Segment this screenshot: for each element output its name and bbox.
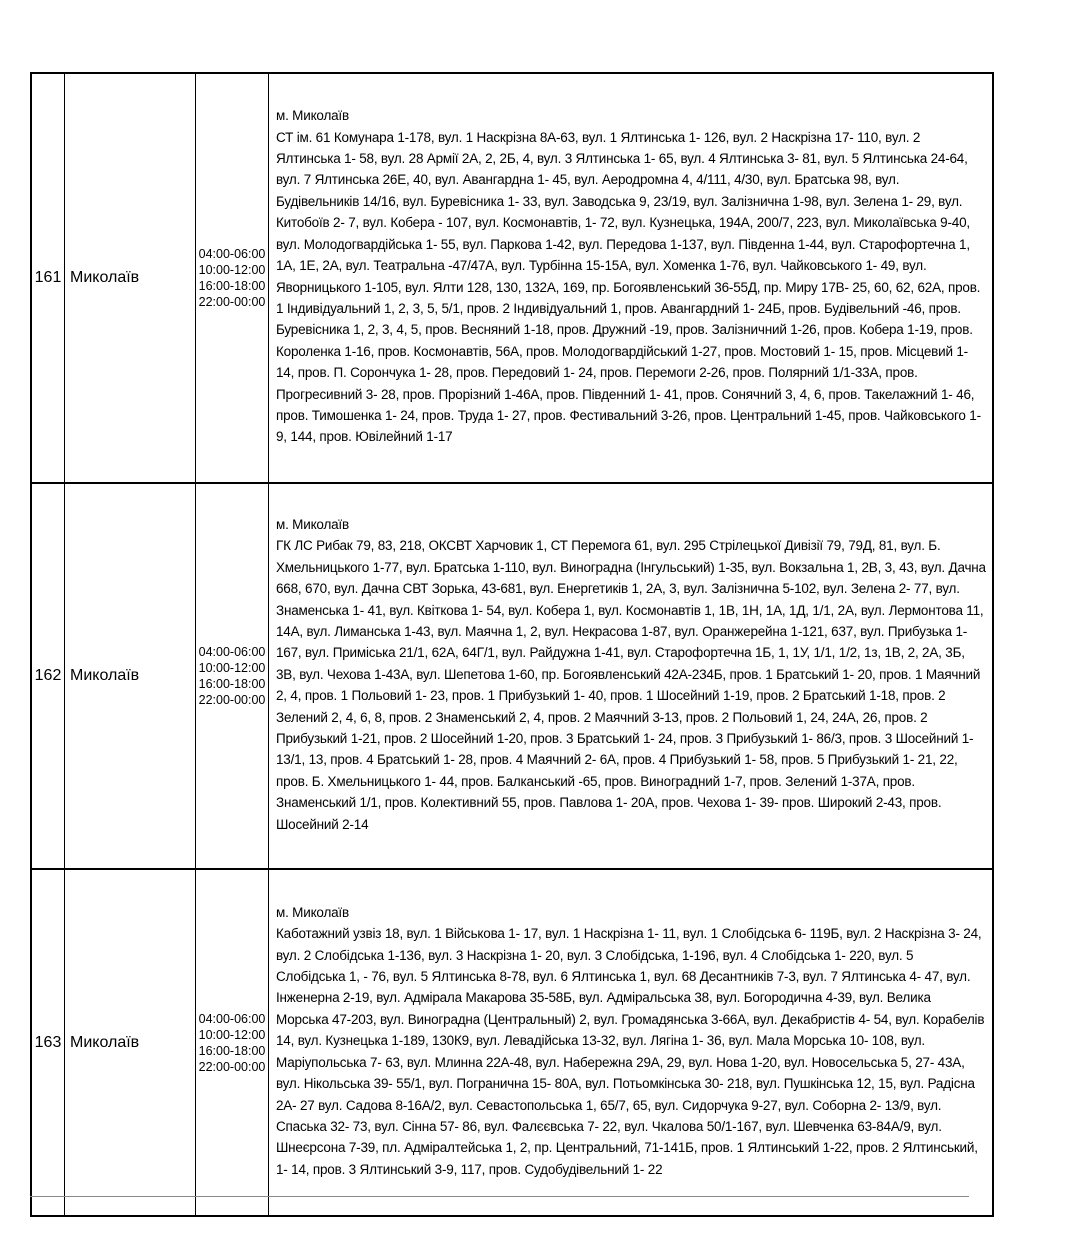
address-text: СТ ім. 61 Комунара 1-178, вул. 1 Наскрізна 8А-63, вул. 1 Ялтинська 1- 126, вул. 2 Наскрізна 17- 110, вул. 2 Ялтинська 1- 58, вул. 28 Армії 2А, 2, 2Б, 4, вул. 3 Ялтинська 1- 65, вул. 4 Ялтинська 3- 81, вул. 5 Ялтинська 24-64, вул. 7 Ялтинська 26Е, 40, вул. Авангардна 1- 45, вул. Аеродромна 4, 4/111, 4/30, вул. Братська 98, вул. Будівельників 14/16, вул. Буревісника 1- 33, вул. Заводська 9, 23/19, вул. Залізнична 1-98, вул. Зелена 1- 29, вул. Китобоїв 2- 7, вул. Кобера - 107, вул. Космонавтів, 1- 72, вул. Кузнецька, 194А, 200/7, 223, вул. Миколаївська 9-40, вул. Молодогвардійська 1- 55, вул. Паркова 1-42, вул. Передова 1-137, вул. Південна 1-44, вул. Старофортечна 1, 1А, 1Е, 2А, вул. Театральна -47/47А, вул. Турбінна 15-15А, вул. Хоменка 1-76, вул. Чайковського 1- 49, вул. Яворницького 1-105, вул. Ялти 128, 130, 132А, 169, пр. Богоявленський 36-55Д, пр. Миру 17В- 25, 60, 62, 62А, пров. 1 Індивідуальний 1, 2, 3, 5, 5/1, пров. 2 Індивідуальний 1, пров. Авангардний 1- 24Б, пров. Будівельний -46, пров. Буревісника 1, 2, 3, 4, 5, пров. Весняний 1-18, пров. Дружний -19, пров. Залізничний 1-26, пров. Кобера 1-19, пров. Короленка 1-16, пров. Космонавтів, 56А, пров. Молодогвардійський 1-27, пров. Мостовий 1- 15, пров. Місцевий 1-14, пров. П. Сорончука 1- 28, пров. Передовий 1- 24, пров. Перемоги 2-26, пров. Полярний 1/1-33А, пров. Прогресивний 3- 28, пров. Прорізний 1-46А, пров. Південний 1- 41, пров. Сонячний 3, 4, 6, пров. Такелажний 1- 46, пров. Тимошенка 1- 24, пров. Труда 1- 27, пров. Фестивальний 3-26, пров. Центральний 1-45, пров. Чайковського 1-9, 144, пров. Ювілейний 1-17	[276, 129, 981, 445]
schedule-body	[31, 73, 993, 1216]
row-number: 162	[31, 483, 65, 869]
time-slots-cell	[196, 73, 269, 483]
address-cell	[269, 483, 994, 869]
row-number: 163	[31, 869, 65, 1216]
city-header: м. Миколаїв	[276, 516, 349, 532]
region-name: Миколаїв	[65, 73, 196, 483]
time-slot: 22:00-00:00	[198, 693, 266, 707]
schedule-row-163	[31, 869, 993, 1216]
time-slot: 22:00-00:00	[198, 295, 266, 309]
address-text: Каботажний узвіз 18, вул. 1 Військова 1- 17, вул. 1 Наскрізна 1- 11, вул. 1 Слобідська 6- 119Б, вул. 2 Наскрізна 3- 24, вул. 2 Слобідська 1-136, вул. 3 Наскрізна 1- 20, вул. 3 Слобідська, 1-196, вул. 4 Слобідська 1- 220, вул. 5 Слобідська 1, - 76, вул. 5 Ялтинська 8-78, вул. 6 Ялтинська 1, вул. 68 Десантників 7-3, вул. 7 Ялтинська 4- 47, вул. Інженерна 2-19, вул. Адмірала Макарова 35-58Б, вул. Адміральська 38, вул. Богородична 4-39, вул. Велика Морська 47-203, вул. Виноградна (Центральный) 2, вул. Громадянська 3-66А, вул. Декабристів 4- 54, вул. Корабелів 14, вул. Кузнецька 1-189, 130К9, вул. Левадійська 13-32, вул. Лягіна 1- 36, вул. Мала Морська 10- 108, вул. Маріупольська 7- 63, вул. Млинна 22А-48, вул. Набережна 29А, 29, вул. Нова 1-20, вул. Новосельська 5, 27- 43А, вул. Нікольська 39- 55/1, вул. Погранична 15- 80А, вул. Потьомкінська 30- 218, вул. Пушкінська 12, 15, вул. Радісна 2А- 27 вул. Садова 8-16А/2, вул. Севастопольська 1, 65/7, 65, вул. Сидорчука 9-27, вул. Соборна 2- 13/9, вул. Спаська 32- 73, вул. Сінна 57- 86, вул. Фалєєвська 7- 22, вул. Чкалова 50/1-167, вул. Шевченка 63-84А/9, вул. Шнеєрсона 7-39, пл. Адміралтейська 1, 2, пр. Центральний, 71-141Б, пров. 1 Ялтинський 1-22, пров. 2 Ялтинський, 1- 14, пров. 3 Ялтинський 3-9, 117, пров. Судобудівельний 1- 22	[276, 926, 985, 1177]
time-slot: 04:00-06:00	[198, 1011, 266, 1026]
city-header: м. Миколаїв	[276, 904, 349, 920]
region-name: Миколаїв	[65, 869, 196, 1216]
schedule-row-161	[31, 73, 993, 483]
time-slot: 04:00-06:00	[198, 247, 266, 261]
time-slot: 16:00-18:00	[198, 1043, 266, 1058]
time-slot: 10:00-12:00	[198, 1027, 266, 1042]
time-slots-cell	[196, 869, 269, 1216]
time-slot: 04:00-06:00	[198, 645, 266, 659]
outage-schedule-table	[30, 72, 994, 1217]
time-slot: 22:00-00:00	[198, 1059, 266, 1074]
address-cell	[269, 73, 994, 483]
address-text: ГК ЛС Рибак 79, 83, 218, ОКСВТ Харчовик 1, СТ Перемога 61, вул. 295 Стрілецької Дивізії 79, 79Д, 81, вул. Б. Хмельницького 1-77, вул. Братська 1-110, вул. Виноградна (Інгульський) 1-35, вул. Вокзальна 1, 2В, 3, 43, вул. Дачна 668, 670, вул. Дачна СВТ Зорька, 43-681, вул. Енергетиків 1, 2А, 3, вул. Залізнична 5-102, вул. Зелена 2- 77, вул. Знаменська 1- 41, вул. Квіткова 1- 54, вул. Кобера 1, вул. Космонавтів 1, 1В, 1Н, 1А, 1Д, 1/1, 2А, вул. Лермонтова 11, 14А, вул. Лиманська 1-43, вул. Маячна 1, 2, вул. Некрасова 1-87, вул. Оранжерейна 1-121, 637, вул. Прибузька 1- 167, вул. Приміська 21/1, 62А, 64Г/1, вул. Райдужна 1-41, вул. Старофортечна 1Б, 1, 1У, 1/1, 1/2, 1з, 1В, 2, 2А, 3Б, 3В, вул. Чехова 1-43А, вул. Шепетова 1-60, пр. Богоявленський 42А-234Б, пров. 1 Братський 1- 20, пров. 1 Маячний 2, 4, пров. 1 Польовий 1- 23, пров. 1 Прибузький 1- 40, пров. 1 Шосейний 1-19, пров. 2 Братський 1-18, пров. 2 Зелений 2, 4, 6, 8, пров. 2 Знаменський 2, 4, пров. 2 Маячний 3-13, пров. 2 Польовий 1, 24, 24А, 26, пров. 2 Прибузький 1-21, пров. 2 Шосейний 1-20, пров. 3 Братський 1- 24, пров. 3 Прибузький 1- 86/3, пров. 3 Шосейний 1-13/1, 13, пров. 4 Братський 1- 28, пров. 4 Маячний 2- 6А, пров. 4 Прибузький 1- 58, пров. 5 Прибузький 1- 21, 22, пров. Б. Хмельницького 1- 44, пров. Балканський -65, пров. Виноградний 1-7, пров. Зелений 1-37А, пров. Знаменський 1/1, пров. Колективний 55, пров. Павлова 1- 20А, пров. Чехова 1- 39- пров. Широкий 2-43, пров. Шосейний 2-14	[276, 538, 986, 832]
region-name: Миколаїв	[65, 483, 196, 869]
city-header: м. Миколаїв	[276, 108, 349, 124]
table-bottom-hairline	[30, 1196, 969, 1197]
time-slot: 10:00-12:00	[198, 263, 266, 277]
time-slot: 10:00-12:00	[198, 661, 266, 675]
row-number: 161	[31, 73, 65, 483]
time-slot: 16:00-18:00	[198, 677, 266, 691]
time-slots-cell	[196, 483, 269, 869]
schedule-row-162	[31, 483, 993, 869]
time-slot: 16:00-18:00	[198, 279, 266, 293]
address-cell	[269, 869, 994, 1216]
